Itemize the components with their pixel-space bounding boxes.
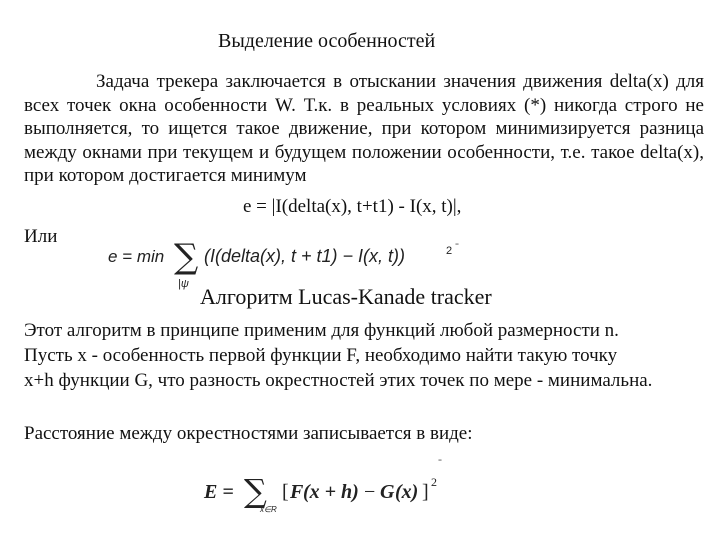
- formula2-bracket-right: ]: [422, 481, 429, 503]
- paragraph-algorithm-line-2: Пусть x - особенность первой функции F, необходимо найти такую точку: [24, 345, 618, 366]
- formula2-x-plus-h: (x + h): [303, 481, 359, 503]
- paragraph-distance: Расстояние между окрестностями записывается в виде:: [24, 423, 473, 444]
- slide-title: Выделение особенностей: [218, 30, 436, 52]
- formula1-sum-sign: ∑: [174, 237, 199, 277]
- formula2-F: F: [290, 481, 304, 503]
- or-label: Или: [24, 226, 58, 247]
- formula2-sum-sign: ∑: [244, 472, 267, 510]
- paragraph-algorithm-line-3: x+h функции G, что разность окрестностей этих точек по мере - минимальна.: [24, 370, 653, 391]
- formula1-body: (I(delta(x), t + t1) − I(x, t)): [204, 246, 406, 266]
- formula-min-sum: [108, 232, 478, 292]
- algorithm-subtitle: Алгоритм Lucas-Kanade tracker: [200, 284, 492, 309]
- formula2-x: (x): [395, 481, 419, 503]
- formula2-lhs: E =: [204, 481, 234, 503]
- formula1-tick-mark: -: [455, 236, 459, 250]
- formula2-minus: −: [364, 481, 376, 503]
- formula1-power: 2: [446, 245, 453, 257]
- paragraph-task-description: [24, 70, 704, 188]
- formula2-sum-subscript: x∈R: [260, 505, 277, 514]
- formula2-power: 2: [431, 475, 437, 489]
- equation-error-abs: e = |I(delta(x), t+t1) - I(x, t)|,: [243, 196, 462, 217]
- paragraph-algorithm-line-1: Этот алгоритм в принципе применим для функций любой размерности n.: [24, 320, 619, 341]
- formula1-lhs: e = min: [108, 247, 165, 266]
- paragraph-algorithm: [24, 318, 704, 393]
- formula2-bracket-left: [: [282, 481, 289, 503]
- formula1-sum-subscript: |ψ: [178, 278, 189, 290]
- formula-distance-sum: [200, 462, 460, 522]
- formula2-G: G: [380, 481, 395, 503]
- formula2-tick-mark: -: [438, 452, 442, 466]
- paragraph-task-text: Задача трекера заключается в отыскании значения движения delta(x) для всех точек окна особенности W. Т.к. в реальных условиях (*) никогда строго не выполняется, то ищется такое движение, при котором минимизируется разница между окнами при текущем и будущем положении особенности, т.е. такое delta(x), при котором достигается минимум: [24, 71, 704, 186]
